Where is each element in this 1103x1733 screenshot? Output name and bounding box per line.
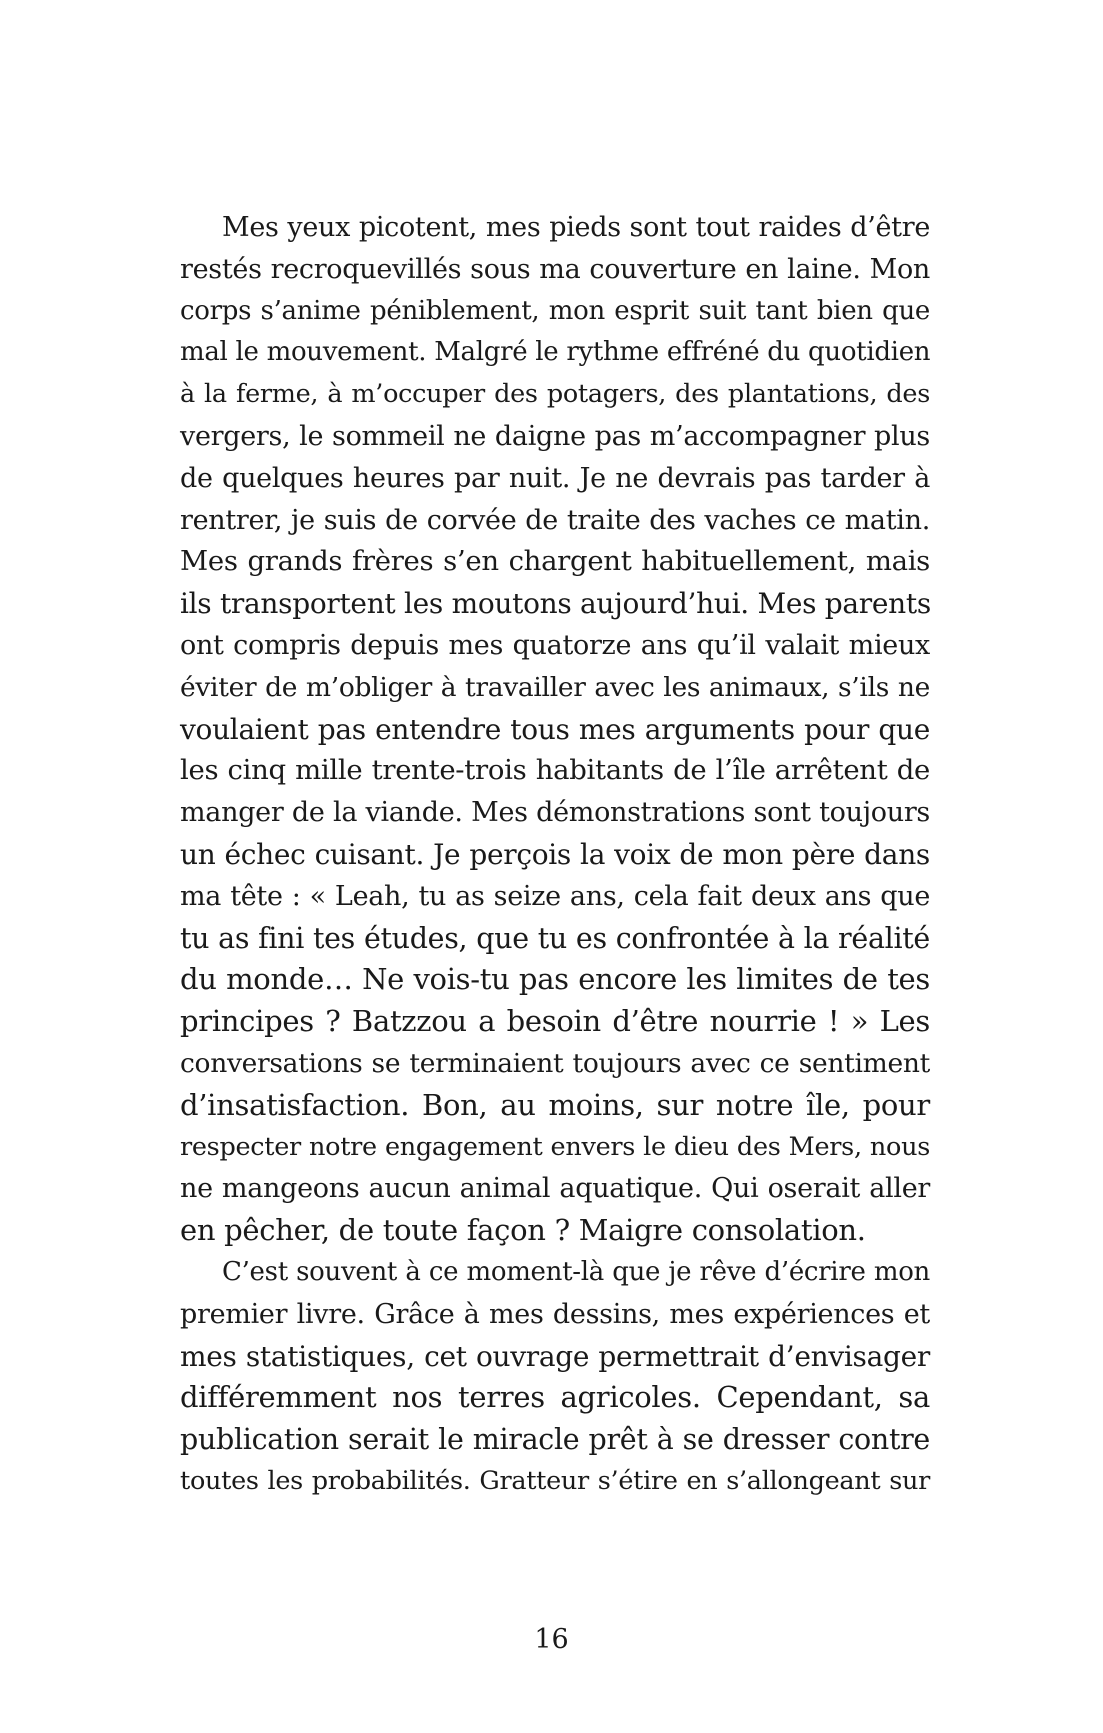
text-line: mes statistiques, cet ouvrage permettrait d’envisager xyxy=(180,1339,930,1373)
paragraph-2 xyxy=(180,1252,930,1503)
text-line: premier livre. Grâce à mes dessins, mes expériences et xyxy=(180,1298,930,1330)
paragraph-1 xyxy=(180,207,930,1252)
text-line: Mes yeux picotent, mes pieds sont tout raides d’être xyxy=(222,212,930,243)
text-line: principes ? Batzzou a besoin d’être nourrie ! » Les xyxy=(180,1004,930,1039)
text-line: du monde… Ne vois-tu pas encore les limites de tes xyxy=(180,962,930,997)
text-line: les cinq mille trente-trois habitants de l’île arrêtent de xyxy=(180,754,930,787)
page-number: 16 xyxy=(534,1624,569,1655)
text-line: de quelques heures par nuit. Je ne devrais pas tarder à xyxy=(180,462,930,494)
text-line: manger de la viande. Mes démonstrations sont toujours xyxy=(180,797,930,829)
text-line: rentrer, je suis de corvée de traite des vaches ce matin. xyxy=(180,504,930,536)
text-line: Mes grands frères s’en chargent habituellement, mais xyxy=(180,545,930,578)
text-line: à la ferme, à m’occuper des potagers, des plantations, des xyxy=(180,379,930,410)
text-line: restés recroquevillés sous ma couverture en laine. Mon xyxy=(180,253,930,285)
text-line: ont compris depuis mes quatorze ans qu’il valait mieux xyxy=(180,629,930,661)
text-line: corps s’anime péniblement, mon esprit suit tant bien que xyxy=(180,295,930,326)
text-line: en pêcher, de toute façon ? Maigre consolation. xyxy=(180,1213,866,1248)
text-line: un échec cuisant. Je perçois la voix de mon père dans xyxy=(180,837,930,871)
text-line: publication serait le miracle prêt à se dresser contre xyxy=(180,1423,930,1457)
text-line: C’est souvent à ce moment-là que je rêve d’écrire mon xyxy=(222,1256,930,1287)
text-line: différemment nos terres agricoles. Cependant, sa xyxy=(180,1380,930,1415)
text-line: ma tête : « Leah, tu as seize ans, cela fait deux ans que xyxy=(180,880,930,912)
text-line: conversations se terminaient toujours avec ce sentiment xyxy=(180,1047,930,1079)
text-line: ils transportent les moutons aujourd’hui. Mes parents xyxy=(180,587,931,621)
text-line: ne mangeons aucun animal aquatique. Qui oserait aller xyxy=(180,1173,930,1205)
text-line: respecter notre engagement envers le dieu des Mers, nous xyxy=(180,1131,930,1162)
text-line: vergers, le sommeil ne daigne pas m’accompagner plus xyxy=(180,420,930,452)
text-line: éviter de m’obliger à travailler avec les animaux, s’ils ne xyxy=(180,671,930,703)
text-line: toutes les probabilités. Gratteur s’étire en s’allongeant sur xyxy=(180,1465,930,1496)
text-line: tu as fini tes études, que tu es confrontée à la réalité xyxy=(180,921,930,955)
text-line: voulaient pas entendre tous mes arguments pour que xyxy=(180,712,930,746)
body-text xyxy=(180,207,930,1503)
text-line: mal le mouvement. Malgré le rythme effréné du quotidien xyxy=(180,337,931,368)
text-line: d’insatisfaction. Bon, au moins, sur notre île, pour xyxy=(180,1087,930,1122)
